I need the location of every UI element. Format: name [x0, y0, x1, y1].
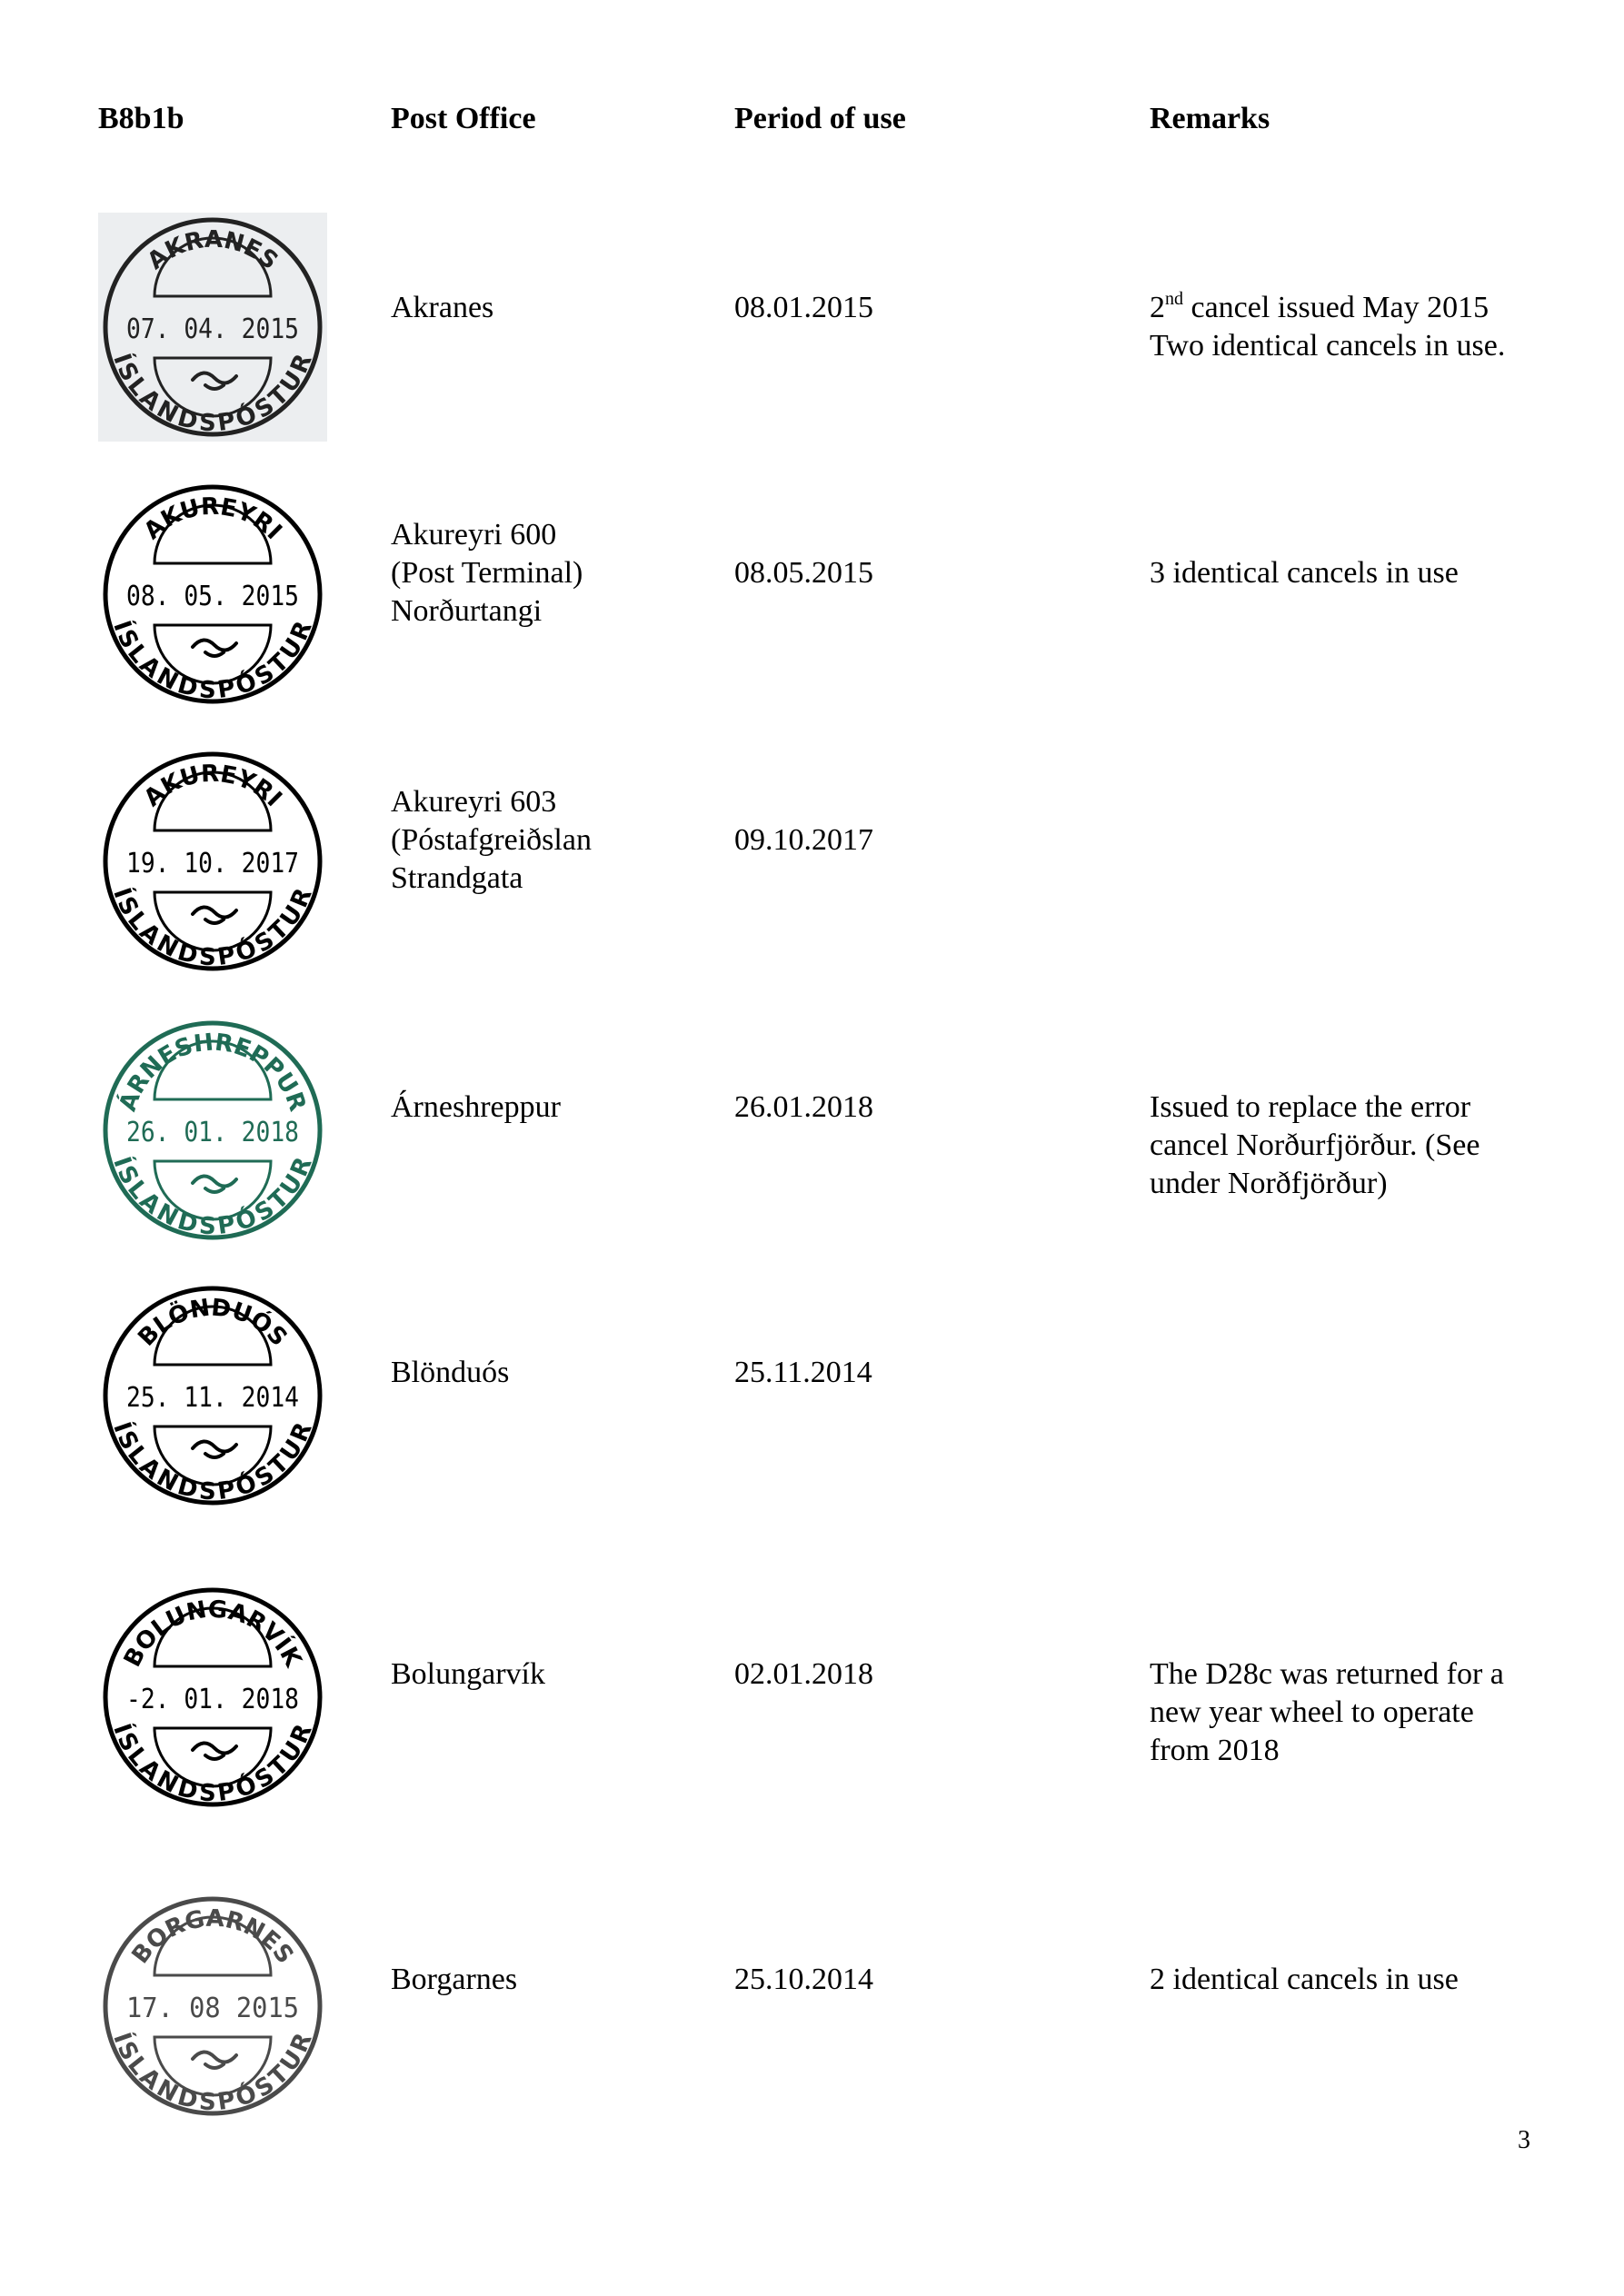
postmark-footer-text: ÍSLANDSPÓSTUR: [106, 884, 319, 972]
postmark-date-text: 19. 10. 2017: [126, 848, 299, 880]
postmark-svg: [98, 480, 327, 709]
post-office-line: (Póstafgreiðslan: [391, 823, 592, 857]
postmark-date-text: 25. 11. 2014: [126, 1382, 299, 1414]
remarks-line: 2 identical cancels in use: [1150, 1963, 1459, 1996]
post-horn-icon: [193, 1176, 236, 1192]
post-office-line: Strandgata: [391, 861, 523, 895]
postmark-footer-text: ÍSLANDSPÓSTUR: [106, 1720, 319, 1808]
period-of-use: 08.01.2015: [734, 291, 873, 324]
post-office-name: [391, 1354, 509, 1392]
post-horn-icon: [193, 373, 236, 389]
period-of-use: 09.10.2017: [734, 823, 873, 857]
period-of-use: 25.11.2014: [734, 1356, 872, 1389]
period-of-use: 02.01.2018: [734, 1657, 873, 1691]
postmark-image: [98, 480, 327, 709]
remarks-line: Issued to replace the error: [1150, 1090, 1471, 1124]
post-office-line: Akureyri 603: [391, 785, 557, 819]
postmark-place-text: BORGARNES: [126, 1904, 299, 1969]
remarks-line: under Norðfjörður): [1150, 1167, 1388, 1200]
period-of-use: 25.10.2014: [734, 1963, 873, 1996]
column-header-period: Period of use: [734, 102, 906, 135]
post-office-line: Blönduós: [391, 1356, 510, 1389]
column-header-code: B8b1b: [98, 102, 184, 135]
post-office-line: Akureyri 600: [391, 518, 557, 552]
period-of-use: 08.05.2015: [734, 556, 873, 590]
postmark-svg: [98, 1016, 327, 1245]
remarks: [1150, 1655, 1504, 1770]
postmark-date-text: 08. 05. 2015: [126, 581, 299, 612]
postmark-image: [98, 1892, 327, 2121]
post-horn-icon: [193, 907, 236, 923]
postmark-svg: [98, 1583, 327, 1812]
remarks-line: 2nd cancel issued May 2015: [1150, 289, 1489, 324]
postmark-image: [98, 1583, 327, 1812]
post-office-line: Borgarnes: [391, 1963, 518, 1996]
post-office-line: Árneshreppur: [391, 1090, 561, 1124]
postmark-footer-text: ÍSLANDSPÓSTUR: [106, 617, 319, 705]
postmark-svg: [98, 1281, 327, 1510]
post-horn-icon: [193, 640, 236, 656]
post-horn-icon: [193, 2052, 236, 2068]
remarks-line: from 2018: [1150, 1734, 1280, 1767]
postmark-image: [98, 747, 327, 976]
remarks: [1150, 1961, 1459, 1999]
post-office-name: [391, 516, 583, 631]
post-office-name: [391, 1088, 561, 1127]
post-office-line: Norðurtangi: [391, 594, 543, 628]
remarks-line: new year wheel to operate: [1150, 1695, 1474, 1729]
remarks-line: 3 identical cancels in use: [1150, 556, 1459, 590]
post-office-line: Bolungarvík: [391, 1657, 545, 1691]
postmark-footer-text: ÍSLANDSPÓSTUR: [106, 350, 319, 438]
postmark-date-text: 26. 01. 2018: [126, 1117, 299, 1148]
post-office-name: [391, 289, 493, 327]
post-horn-icon: [193, 1743, 236, 1759]
remarks: [1150, 289, 1505, 365]
postmark-footer-text: ÍSLANDSPÓSTUR: [106, 1153, 319, 1241]
postmark-footer-text: ÍSLANDSPÓSTUR: [106, 1418, 319, 1506]
postmark-image: [98, 213, 327, 442]
period-of-use: 26.01.2018: [734, 1090, 873, 1124]
postmark-svg: [98, 213, 327, 442]
postmark-place-text: ÁRNESHREPPUR: [114, 1029, 312, 1115]
postmark-place-text: AKUREYRI: [138, 760, 287, 813]
postmark-svg: [98, 747, 327, 976]
postmark-date-text: -2. 01. 2018: [126, 1684, 299, 1715]
remarks: [1150, 1088, 1480, 1203]
postmark-date-text: 07. 04. 2015: [126, 313, 299, 345]
postmark-image: [98, 1016, 327, 1245]
post-horn-icon: [193, 1441, 236, 1457]
remarks-line: The D28c was returned for a: [1150, 1657, 1504, 1691]
post-office-line: (Post Terminal): [391, 556, 583, 590]
column-header-post-office: Post Office: [391, 102, 536, 135]
remarks-line: cancel Norðurfjörður. (See: [1150, 1128, 1480, 1162]
post-office-name: [391, 1655, 545, 1694]
postmark-svg: [98, 1892, 327, 2121]
postmark-place-text: AKRANES: [142, 225, 284, 276]
post-office-name: [391, 783, 592, 898]
postmark-date-text: 17. 08 2015: [126, 1993, 299, 2024]
postmark-place-text: BLÖNDUÓS: [133, 1294, 293, 1352]
column-header-remarks: Remarks: [1150, 102, 1270, 135]
postmark-place-text: AKUREYRI: [138, 492, 287, 546]
remarks-line: Two identical cancels in use.: [1150, 329, 1506, 363]
post-office-line: Akranes: [391, 291, 494, 324]
remarks: [1150, 554, 1459, 592]
page-number: 3: [1518, 2126, 1530, 2154]
postmark-image: [98, 1281, 327, 1510]
postmark-place-text: BOLUNGARVÍK: [118, 1595, 307, 1672]
postmark-footer-text: ÍSLANDSPÓSTUR: [106, 2029, 319, 2117]
post-office-name: [391, 1961, 517, 1999]
